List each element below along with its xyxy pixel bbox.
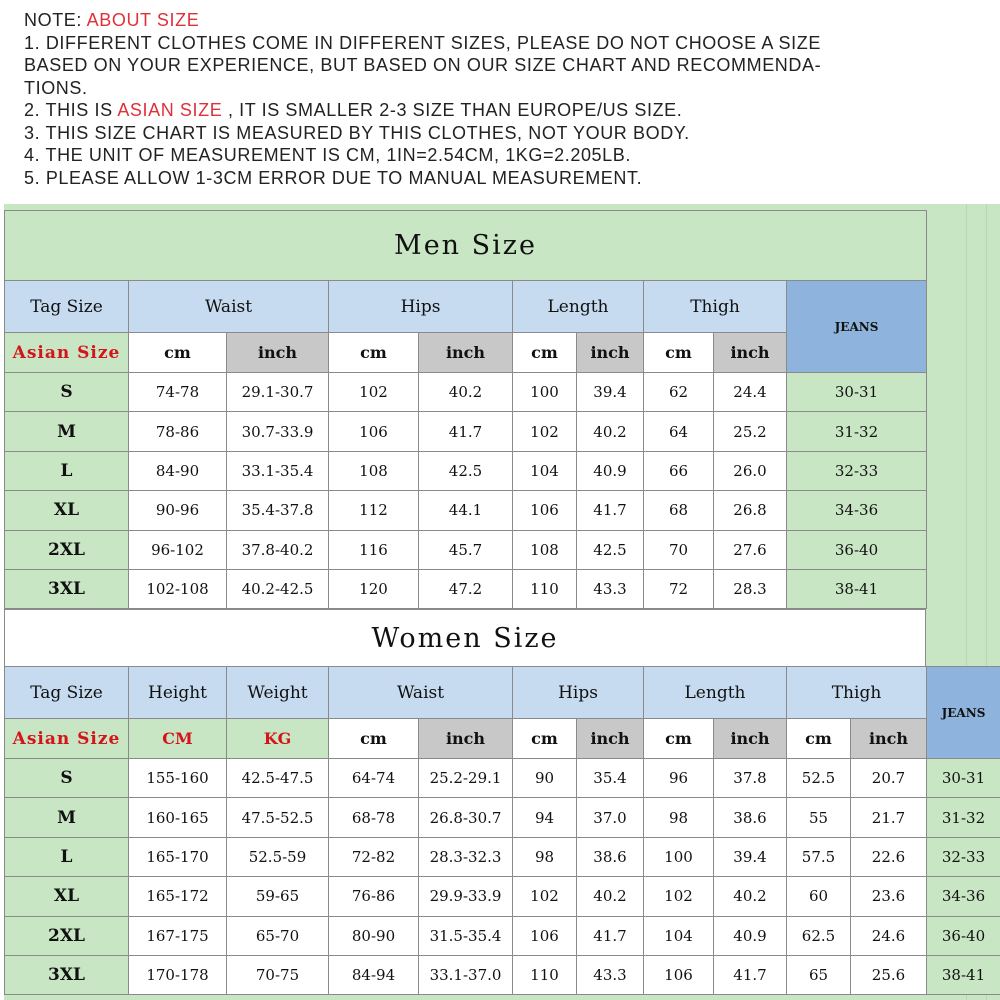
men-cell-hips-cm: 120: [329, 569, 419, 608]
men-cell-length-cm: 104: [513, 451, 577, 490]
men-cell-thigh-cm: 62: [644, 373, 714, 412]
table-row: [5, 530, 927, 569]
women-header-thigh: Thigh: [787, 667, 927, 719]
women-cell-thigh-inch: 23.6: [851, 877, 927, 916]
men-cell-waist-inch: 33.1-35.4: [227, 451, 329, 490]
men-cell-length-cm: 100: [513, 373, 577, 412]
men-cell-thigh-inch: 25.2: [714, 412, 787, 451]
women-cell-length-cm: 96: [644, 759, 714, 798]
women-cell-thigh-cm: 55: [787, 798, 851, 837]
women-cell-tag-size: M: [5, 798, 129, 837]
men-header-thigh: Thigh: [644, 281, 787, 333]
note-line-1b: BASED ON YOUR EXPERIENCE, BUT BASED ON OUR SIZE CHART AND RECOMMENDA-: [24, 55, 822, 75]
men-cell-hips-cm: 112: [329, 491, 419, 530]
men-cell-waist-cm: 90-96: [129, 491, 227, 530]
women-cell-hips-cm: 106: [513, 916, 577, 955]
table-row: [5, 877, 1000, 916]
men-cell-thigh-cm: 68: [644, 491, 714, 530]
women-cell-weight-kg: 65-70: [227, 916, 329, 955]
table-row: [5, 759, 1000, 798]
women-cell-weight-kg: 59-65: [227, 877, 329, 916]
men-cell-length-inch: 41.7: [577, 491, 644, 530]
men-cell-jeans: 30-31: [787, 373, 927, 412]
women-unit-weight-kg: KG: [227, 719, 329, 759]
women-cell-height-cm: 167-175: [129, 916, 227, 955]
women-cell-tag-size: 3XL: [5, 955, 129, 994]
men-cell-waist-inch: 30.7-33.9: [227, 412, 329, 451]
women-cell-waist-cm: 84-94: [329, 955, 419, 994]
women-unit-inch: inch: [419, 719, 513, 759]
women-cell-waist-cm: 68-78: [329, 798, 419, 837]
note-line-4: 4. THE UNIT OF MEASUREMENT IS CM, 1IN=2.54CM, 1KG=2.205LB.: [24, 145, 631, 165]
note-line-2-prefix: 2. THIS IS: [24, 100, 118, 120]
women-cell-waist-inch: 29.9-33.9: [419, 877, 513, 916]
men-cell-waist-cm: 96-102: [129, 530, 227, 569]
men-header-hips: Hips: [329, 281, 513, 333]
men-cell-thigh-inch: 28.3: [714, 569, 787, 608]
women-cell-hips-cm: 98: [513, 837, 577, 876]
women-header-tag-size: Tag Size: [5, 667, 129, 719]
women-cell-thigh-inch: 21.7: [851, 798, 927, 837]
women-cell-tag-size: S: [5, 759, 129, 798]
men-cell-length-inch: 40.9: [577, 451, 644, 490]
table-row: [5, 916, 1000, 955]
women-cell-tag-size: 2XL: [5, 916, 129, 955]
women-cell-hips-inch: 35.4: [577, 759, 644, 798]
men-cell-tag-size: XL: [5, 491, 129, 530]
note-line-2: [24, 99, 984, 122]
men-cell-hips-cm: 102: [329, 373, 419, 412]
men-cell-thigh-cm: 66: [644, 451, 714, 490]
men-cell-waist-inch: 35.4-37.8: [227, 491, 329, 530]
women-cell-jeans: 31-32: [927, 798, 1000, 837]
men-cell-length-cm: 108: [513, 530, 577, 569]
table-row: [5, 451, 927, 490]
men-asian-size-label: Asian Size: [5, 333, 129, 373]
women-cell-hips-inch: 40.2: [577, 877, 644, 916]
women-cell-weight-kg: 42.5-47.5: [227, 759, 329, 798]
men-size-rows: [5, 373, 927, 609]
women-cell-length-cm: 100: [644, 837, 714, 876]
women-unit-cm: cm: [329, 719, 419, 759]
men-unit-inch: inch: [227, 333, 329, 373]
women-cell-thigh-cm: 62.5: [787, 916, 851, 955]
women-cell-length-cm: 98: [644, 798, 714, 837]
men-cell-jeans: 34-36: [787, 491, 927, 530]
men-cell-waist-cm: 74-78: [129, 373, 227, 412]
women-cell-thigh-inch: 22.6: [851, 837, 927, 876]
women-cell-waist-inch: 26.8-30.7: [419, 798, 513, 837]
men-unit-cm: cm: [129, 333, 227, 373]
note-line-3: 3. THIS SIZE CHART IS MEASURED BY THIS CLOTHES, NOT YOUR BODY.: [24, 122, 690, 143]
women-cell-tag-size: L: [5, 837, 129, 876]
women-cell-hips-inch: 38.6: [577, 837, 644, 876]
women-cell-hips-inch: 43.3: [577, 955, 644, 994]
women-header-height: Height: [129, 667, 227, 719]
women-title-table: [4, 609, 926, 667]
men-cell-tag-size: L: [5, 451, 129, 490]
men-cell-waist-cm: 84-90: [129, 451, 227, 490]
men-cell-length-inch: 42.5: [577, 530, 644, 569]
men-unit-cm: cm: [644, 333, 714, 373]
women-header-waist: Waist: [329, 667, 513, 719]
men-cell-hips-inch: 40.2: [419, 373, 513, 412]
note-heading: [24, 9, 984, 32]
women-cell-length-cm: 102: [644, 877, 714, 916]
men-cell-waist-inch: 40.2-42.5: [227, 569, 329, 608]
women-cell-tag-size: XL: [5, 877, 129, 916]
table-row: [5, 373, 927, 412]
men-cell-tag-size: 2XL: [5, 530, 129, 569]
men-cell-thigh-inch: 26.0: [714, 451, 787, 490]
men-cell-waist-inch: 37.8-40.2: [227, 530, 329, 569]
women-cell-height-cm: 160-165: [129, 798, 227, 837]
men-unit-inch: inch: [419, 333, 513, 373]
men-cell-hips-inch: 41.7: [419, 412, 513, 451]
men-unit-inch: inch: [577, 333, 644, 373]
men-cell-thigh-cm: 64: [644, 412, 714, 451]
women-cell-height-cm: 170-178: [129, 955, 227, 994]
women-cell-length-inch: 37.8: [714, 759, 787, 798]
men-cell-length-inch: 40.2: [577, 412, 644, 451]
men-cell-length-cm: 106: [513, 491, 577, 530]
men-cell-thigh-inch: 26.8: [714, 491, 787, 530]
women-title: Women Size: [5, 610, 926, 667]
men-cell-hips-inch: 44.1: [419, 491, 513, 530]
note-line-1: 1. DIFFERENT CLOTHES COME IN DIFFERENT SIZES, PLEASE DO NOT CHOOSE A SIZE: [24, 32, 821, 53]
men-cell-thigh-cm: 70: [644, 530, 714, 569]
men-cell-hips-cm: 106: [329, 412, 419, 451]
men-cell-tag-size: M: [5, 412, 129, 451]
women-cell-thigh-cm: 65: [787, 955, 851, 994]
women-cell-thigh-cm: 57.5: [787, 837, 851, 876]
note-line-2-suffix: , IT IS SMALLER 2-3 SIZE THAN EUROPE/US SIZE.: [222, 100, 683, 120]
women-unit-cm: cm: [644, 719, 714, 759]
women-cell-waist-cm: 76-86: [329, 877, 419, 916]
women-cell-thigh-inch: 25.6: [851, 955, 927, 994]
women-size-table: [4, 666, 1000, 995]
women-cell-length-inch: 39.4: [714, 837, 787, 876]
men-cell-waist-inch: 29.1-30.7: [227, 373, 329, 412]
men-cell-length-inch: 43.3: [577, 569, 644, 608]
women-cell-thigh-cm: 60: [787, 877, 851, 916]
women-asian-size-label: Asian Size: [5, 719, 129, 759]
men-header-length: Length: [513, 281, 644, 333]
women-cell-length-cm: 104: [644, 916, 714, 955]
table-row: [5, 955, 1000, 994]
women-unit-cm: cm: [787, 719, 851, 759]
men-cell-jeans: 31-32: [787, 412, 927, 451]
women-header-jeans: JEANS: [927, 667, 1000, 759]
size-notes: [24, 9, 984, 189]
women-cell-weight-kg: 52.5-59: [227, 837, 329, 876]
women-size-rows: [5, 759, 1000, 995]
women-header-hips: Hips: [513, 667, 644, 719]
women-cell-waist-cm: 64-74: [329, 759, 419, 798]
note-line-1c: TIONS.: [24, 77, 88, 98]
women-cell-hips-cm: 90: [513, 759, 577, 798]
women-unit-inch: inch: [714, 719, 787, 759]
women-cell-hips-cm: 110: [513, 955, 577, 994]
women-cell-waist-inch: 25.2-29.1: [419, 759, 513, 798]
women-cell-height-cm: 165-170: [129, 837, 227, 876]
men-cell-thigh-inch: 27.6: [714, 530, 787, 569]
women-cell-jeans: 32-33: [927, 837, 1000, 876]
men-cell-hips-inch: 45.7: [419, 530, 513, 569]
men-cell-jeans: 36-40: [787, 530, 927, 569]
women-cell-jeans: 36-40: [927, 916, 1000, 955]
men-cell-length-inch: 39.4: [577, 373, 644, 412]
women-cell-hips-inch: 37.0: [577, 798, 644, 837]
women-header-length: Length: [644, 667, 787, 719]
men-unit-cm: cm: [513, 333, 577, 373]
size-sheet: [4, 204, 1000, 1000]
men-cell-waist-cm: 78-86: [129, 412, 227, 451]
table-row: [5, 837, 1000, 876]
women-cell-thigh-inch: 20.7: [851, 759, 927, 798]
men-header-jeans: JEANS: [787, 281, 927, 373]
note-line-2-red: ASIAN SIZE: [117, 100, 223, 120]
note-heading-red: ABOUT SIZE: [86, 10, 200, 30]
men-size-table: [4, 210, 927, 609]
men-cell-thigh-inch: 24.4: [714, 373, 787, 412]
men-cell-hips-cm: 116: [329, 530, 419, 569]
women-cell-length-inch: 40.9: [714, 916, 787, 955]
women-cell-length-inch: 40.2: [714, 877, 787, 916]
women-cell-hips-cm: 94: [513, 798, 577, 837]
table-row: [5, 798, 1000, 837]
women-cell-jeans: 30-31: [927, 759, 1000, 798]
women-cell-hips-cm: 102: [513, 877, 577, 916]
women-cell-height-cm: 155-160: [129, 759, 227, 798]
men-cell-jeans: 38-41: [787, 569, 927, 608]
women-unit-cm: cm: [513, 719, 577, 759]
men-cell-thigh-cm: 72: [644, 569, 714, 608]
note-line-5: 5. PLEASE ALLOW 1-3CM ERROR DUE TO MANUAL MEASUREMENT.: [24, 167, 643, 188]
women-cell-hips-inch: 41.7: [577, 916, 644, 955]
men-cell-length-cm: 102: [513, 412, 577, 451]
men-cell-hips-inch: 47.2: [419, 569, 513, 608]
women-cell-weight-kg: 70-75: [227, 955, 329, 994]
men-title: Men Size: [5, 211, 927, 281]
men-cell-length-cm: 110: [513, 569, 577, 608]
men-cell-jeans: 32-33: [787, 451, 927, 490]
women-cell-length-cm: 106: [644, 955, 714, 994]
men-header-tag-size: Tag Size: [5, 281, 129, 333]
men-cell-tag-size: 3XL: [5, 569, 129, 608]
women-cell-length-inch: 41.7: [714, 955, 787, 994]
women-cell-weight-kg: 47.5-52.5: [227, 798, 329, 837]
women-unit-inch: inch: [851, 719, 927, 759]
women-cell-jeans: 38-41: [927, 955, 1000, 994]
table-row: [5, 412, 927, 451]
women-cell-length-inch: 38.6: [714, 798, 787, 837]
women-cell-jeans: 34-36: [927, 877, 1000, 916]
women-cell-waist-inch: 28.3-32.3: [419, 837, 513, 876]
women-cell-thigh-cm: 52.5: [787, 759, 851, 798]
women-cell-waist-inch: 31.5-35.4: [419, 916, 513, 955]
women-cell-waist-inch: 33.1-37.0: [419, 955, 513, 994]
men-header-waist: Waist: [129, 281, 329, 333]
women-cell-height-cm: 165-172: [129, 877, 227, 916]
men-cell-hips-inch: 42.5: [419, 451, 513, 490]
men-cell-waist-cm: 102-108: [129, 569, 227, 608]
women-cell-thigh-inch: 24.6: [851, 916, 927, 955]
table-row: [5, 491, 927, 530]
women-cell-waist-cm: 80-90: [329, 916, 419, 955]
men-cell-hips-cm: 108: [329, 451, 419, 490]
note-heading-label: NOTE:: [24, 10, 87, 30]
men-unit-cm: cm: [329, 333, 419, 373]
men-unit-inch: inch: [714, 333, 787, 373]
women-unit-inch: inch: [577, 719, 644, 759]
men-cell-tag-size: S: [5, 373, 129, 412]
women-cell-waist-cm: 72-82: [329, 837, 419, 876]
women-header-weight: Weight: [227, 667, 329, 719]
women-unit-height-cm: CM: [129, 719, 227, 759]
table-row: [5, 569, 927, 608]
